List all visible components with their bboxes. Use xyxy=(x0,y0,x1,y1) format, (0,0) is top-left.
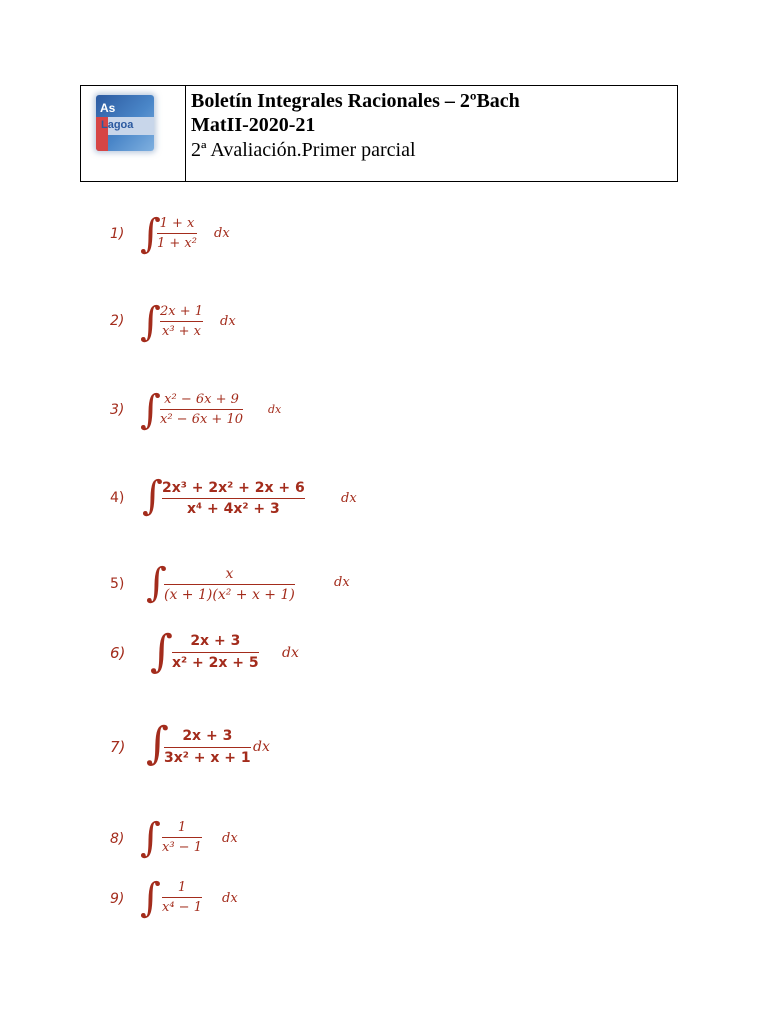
integral-sign: ∫ xyxy=(142,473,163,519)
denominator: (x + 1)(x² + x + 1) xyxy=(164,584,295,603)
integral-sign: ∫ xyxy=(140,875,161,921)
numerator: 1 + x xyxy=(159,216,195,231)
fraction xyxy=(164,728,251,767)
logo-text-bottom: Lagoa xyxy=(101,119,134,131)
differential: dx xyxy=(334,575,350,590)
fraction xyxy=(164,566,295,603)
fraction xyxy=(162,480,305,517)
course-code: MatII-2020-21 xyxy=(191,114,316,136)
denominator: x⁴ + 4x² + 3 xyxy=(162,498,305,517)
differential: dx xyxy=(222,891,238,906)
school-logo xyxy=(96,95,154,151)
numerator: 1 xyxy=(177,820,187,835)
exercise-label: 4) xyxy=(110,490,125,506)
differential: dx xyxy=(268,403,282,416)
integral-sign: ∫ xyxy=(140,387,161,433)
numerator: 2x + 3 xyxy=(182,728,233,744)
numerator: 2x³ + 2x² + 2x + 6 xyxy=(162,480,305,496)
logo-text-top: As xyxy=(100,101,116,115)
exercise-label: 2) xyxy=(110,313,125,329)
exercise-label: 6) xyxy=(110,644,126,662)
numerator: x² − 6x + 9 xyxy=(164,392,239,407)
integral-sign: ∫ xyxy=(140,211,161,257)
numerator: 1 xyxy=(177,880,187,895)
denominator: x³ − 1 xyxy=(162,837,202,855)
integral-sign: ∫ xyxy=(140,299,161,345)
fraction xyxy=(157,216,197,251)
differential: dx xyxy=(253,739,270,755)
denominator: 3x² + x + 1 xyxy=(164,747,251,767)
denominator: x⁴ − 1 xyxy=(162,897,202,915)
denominator: x³ + x xyxy=(160,321,203,339)
integral-sign: ∫ xyxy=(146,560,167,606)
numerator: x xyxy=(225,566,234,582)
title-cell xyxy=(186,86,677,181)
exercise-label: 5) xyxy=(110,576,125,592)
fraction xyxy=(162,820,202,855)
differential: dx xyxy=(220,314,236,329)
exercise-label: 9) xyxy=(110,891,125,907)
differential: dx xyxy=(214,226,230,241)
differential: dx xyxy=(341,491,357,506)
exercise-label: 1) xyxy=(110,226,125,242)
worksheet-title: Boletín Integrales Racionales – 2ºBach xyxy=(191,90,520,112)
differential: dx xyxy=(222,831,238,846)
differential: dx xyxy=(282,645,299,661)
exercise-label: 8) xyxy=(110,831,125,847)
fraction xyxy=(160,304,203,339)
numerator: 2x + 3 xyxy=(190,633,241,649)
exercise-label: 7) xyxy=(110,738,126,756)
header-table xyxy=(80,85,678,182)
exercise-label: 3) xyxy=(110,402,125,418)
denominator: x² − 6x + 10 xyxy=(160,409,243,427)
numerator: 2x + 1 xyxy=(160,304,204,319)
fraction xyxy=(172,633,259,672)
fraction xyxy=(160,392,243,427)
denominator: x² + 2x + 5 xyxy=(172,652,259,672)
integral-sign: ∫ xyxy=(140,815,161,861)
logo-cell xyxy=(81,86,186,181)
integral-sign: ∫ xyxy=(146,718,169,769)
denominator: 1 + x² xyxy=(157,233,197,251)
integral-sign: ∫ xyxy=(150,626,173,677)
fraction xyxy=(162,880,202,915)
evaluation-subtitle: 2ª Avaliación.Primer parcial xyxy=(191,139,416,161)
